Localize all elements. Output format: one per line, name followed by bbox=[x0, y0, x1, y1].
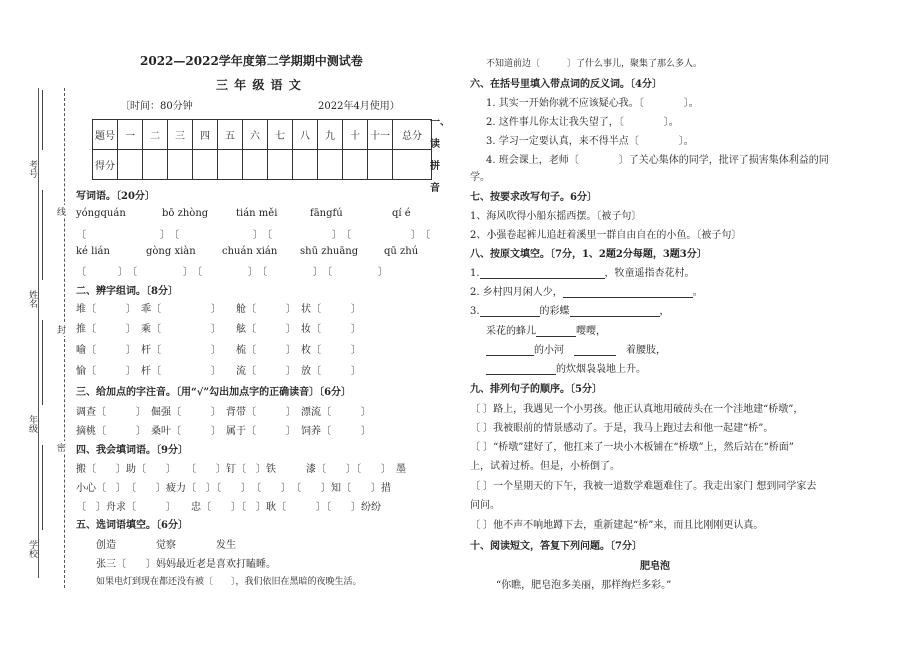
word-choice: 发生 bbox=[216, 540, 236, 551]
pinyin: ké lián bbox=[76, 246, 110, 257]
s5-sentence bbox=[96, 574, 362, 587]
s9-sentence: 〔 〕路上，我遇见一个小男孩。他正认真地用破砖头在一个洼地建“桥墩”， bbox=[470, 404, 804, 415]
char: 舷 bbox=[236, 324, 246, 335]
score-cell[interactable] bbox=[368, 150, 393, 180]
s3-row: 摘桃〔 〕 桑叶〔 〕 属于〔 〕 饲养〔 〕 bbox=[76, 426, 371, 437]
text: 的彩蝶 bbox=[539, 306, 570, 317]
binding-dashed-line bbox=[64, 88, 65, 588]
text: 〕了什么事儿，聚集了那么多人。 bbox=[567, 59, 703, 69]
blank[interactable] bbox=[486, 344, 534, 356]
text: 1. 其实一开始你就不应该疑心我。〔 bbox=[486, 98, 644, 109]
char: 妆 bbox=[301, 324, 311, 335]
char: 知 bbox=[331, 483, 341, 494]
word-choice: 创造 bbox=[96, 540, 116, 551]
text: 3. 学习一定要认真，来不得半点〔 bbox=[486, 136, 639, 147]
score-cell[interactable] bbox=[118, 150, 143, 180]
char: 流 bbox=[236, 366, 246, 377]
word: 背带 bbox=[226, 407, 246, 418]
text: ，牧童遥指杏花村。 bbox=[604, 268, 695, 279]
char: 状 bbox=[301, 304, 311, 315]
s8-q2 bbox=[470, 283, 703, 298]
col-7: 七 bbox=[268, 120, 293, 150]
col-4: 四 bbox=[193, 120, 218, 150]
pinyin: shū zhuāng bbox=[300, 246, 359, 257]
word: 属于 bbox=[226, 426, 246, 437]
grade-label: 年级 bbox=[27, 415, 37, 433]
col-9: 九 bbox=[318, 120, 343, 150]
s3-row: 调查〔 〕 倔强〔 〕 背带〔 〕 漂流〔 〕 bbox=[76, 407, 371, 418]
text: 3. bbox=[470, 306, 480, 317]
s6-q4-cont: 学。 bbox=[470, 172, 490, 183]
char: 枚 bbox=[301, 345, 311, 356]
section-5-title: 五、选词语填空。〔6分〕 bbox=[76, 520, 188, 531]
section-4-title: 四、我会填词语。〔9分〕 bbox=[76, 445, 188, 456]
s9-sentence: 〔 〕“桥墩”建好了，他扛来了一块小木板铺在“桥墩”上，然后站在“桥面” bbox=[470, 442, 794, 453]
score-cell[interactable] bbox=[268, 150, 293, 180]
char: 喻 bbox=[76, 345, 86, 356]
text: ， bbox=[659, 306, 670, 317]
text: 〕，我们依旧在黑暗的夜晚生活。 bbox=[231, 577, 362, 587]
char: 推 bbox=[76, 324, 86, 335]
s9-sentence: 〔 〕一个星期天的下午，我被一道数学难题难住了。我走出家门 想到同学家去 bbox=[470, 481, 817, 492]
char: 堆 bbox=[76, 304, 86, 315]
vert-char: 一、 bbox=[430, 117, 450, 128]
char: 乘 bbox=[141, 324, 151, 335]
pinyin: qí é bbox=[392, 208, 411, 219]
blank[interactable] bbox=[480, 305, 540, 317]
score-cell[interactable] bbox=[318, 150, 343, 180]
s6-q4 bbox=[486, 151, 829, 166]
pinyin: yóngquán bbox=[76, 208, 126, 219]
score-cell[interactable] bbox=[168, 150, 193, 180]
char: 愉 bbox=[76, 366, 86, 377]
char: 舱 bbox=[236, 304, 246, 315]
s2-row: 喻〔 〕 杆〔 〕 梳〔 〕 枚〔 〕 bbox=[76, 345, 361, 356]
score-cell[interactable] bbox=[393, 150, 432, 180]
text: 〕。 bbox=[678, 136, 694, 147]
s9-sentence-cont: 问问。 bbox=[470, 500, 500, 511]
text: 的小河 bbox=[534, 345, 564, 356]
school-rule bbox=[42, 445, 43, 530]
name-rule bbox=[42, 190, 43, 280]
answer-brackets-row[interactable]: 〔 〕〔 〕〔 〕〔 〕〔 〕 bbox=[76, 267, 392, 278]
s4-row: 小心〔 〕 〔 〕疲力〔 〕〔 〕 〔 〕 〔 〕知〔 〕措 bbox=[76, 483, 391, 494]
s7-q1: 1、海风吹得小船东摇西摆。〔被子句〕 bbox=[470, 211, 642, 222]
pinyin: fāngfú bbox=[310, 208, 343, 219]
char: 疲力 bbox=[166, 483, 186, 494]
col-1: 一 bbox=[118, 120, 143, 150]
section-write-words-title: 写词语。〔20分〕 bbox=[76, 191, 155, 202]
section1-vertical-title bbox=[430, 112, 450, 200]
s9-sentence: 〔 〕我被眼前的情景感动了。于是，我马上跑过去和他一起建“桥”。 bbox=[470, 423, 774, 434]
school-label: 学校 bbox=[27, 540, 37, 558]
score-cell[interactable] bbox=[143, 150, 168, 180]
name-label: 姓名 bbox=[27, 290, 37, 308]
char: 杆 bbox=[141, 366, 151, 377]
char: 放 bbox=[301, 366, 311, 377]
s8-q6 bbox=[486, 360, 646, 375]
word: 倔强 bbox=[151, 407, 171, 418]
pinyin: chuán xián bbox=[222, 246, 278, 257]
text: 〕妈妈最近老是喜欢打瞌睡。 bbox=[146, 559, 276, 570]
section-9-title: 九、排列句子的顺序。〔5分〕 bbox=[470, 384, 602, 395]
s7-q2: 2、小强卷起裤儿追赶着溪里一群自由自在的小鱼。〔被子句〕 bbox=[470, 230, 742, 241]
text: 采花的蜂儿 bbox=[486, 326, 536, 337]
exam-time: 〔时间：80分钟 bbox=[120, 101, 193, 112]
s2-row: 堆〔 〕 乖〔 〕 舱〔 〕 状〔 〕 bbox=[76, 304, 361, 315]
word: 桑叶 bbox=[151, 426, 171, 437]
col-3: 三 bbox=[168, 120, 193, 150]
s2-row: 愉〔 〕 杆〔 〕 流〔 〕 放〔 〕 bbox=[76, 366, 361, 377]
text: 张三〔 bbox=[96, 559, 126, 570]
text: 不知道前边〔 bbox=[486, 59, 541, 69]
vert-char: 音 bbox=[430, 183, 440, 194]
text: 4. 班会课上，老师〔 bbox=[486, 155, 579, 166]
score-cell[interactable] bbox=[293, 150, 318, 180]
s8-q5 bbox=[486, 341, 666, 356]
cut-mark-mi: 密 bbox=[57, 441, 66, 454]
col-8: 八 bbox=[293, 120, 318, 150]
text: 嘤嘤， bbox=[576, 326, 606, 337]
char: 耿 bbox=[266, 502, 276, 513]
col-11: 十一 bbox=[368, 120, 393, 150]
pinyin: gòng xiàn bbox=[146, 246, 196, 257]
s6-q1 bbox=[486, 94, 699, 109]
char: 搬 bbox=[76, 464, 86, 475]
blank[interactable] bbox=[574, 344, 616, 356]
section-7-title: 七、按要求改写句子。6分〕 bbox=[470, 192, 597, 203]
text: 〕。 bbox=[683, 98, 699, 109]
exam-number-rule bbox=[42, 90, 43, 150]
char: 忠 bbox=[191, 502, 201, 513]
char: 小心 bbox=[76, 483, 96, 494]
text: 如果电灯到现在都还没有被〔 bbox=[96, 577, 214, 587]
blank[interactable] bbox=[563, 286, 693, 298]
pinyin: qū zhú bbox=[384, 246, 419, 257]
char: 措 bbox=[381, 483, 391, 494]
text: 着腰肢， bbox=[626, 345, 666, 356]
section-8-title: 八、按原文填空。〔7分，1、2题2分每题，3题3分〕 bbox=[470, 249, 707, 260]
story-title: 肥皂泡 bbox=[640, 561, 670, 572]
char: 梳 bbox=[236, 345, 246, 356]
char: 杆 bbox=[141, 345, 151, 356]
col-5: 五 bbox=[218, 120, 243, 150]
score-cell[interactable] bbox=[343, 150, 368, 180]
s5-sentence bbox=[96, 555, 276, 570]
char: 铁 bbox=[266, 464, 276, 475]
text: 2. 这件事儿你太让我失望了，〔 bbox=[486, 117, 624, 128]
char: 墨 bbox=[396, 464, 406, 475]
text: 的炊烟袅袅地上升。 bbox=[556, 364, 646, 375]
word: 漂流 bbox=[301, 407, 321, 418]
char: 助 bbox=[126, 464, 136, 475]
word-choice: 觉察 bbox=[156, 540, 176, 551]
word: 调查 bbox=[76, 407, 96, 418]
s9-sentence: 〔 〕他不声不响地蹲下去，重新建起“桥”来，而且比刚刚更认真。 bbox=[470, 520, 764, 531]
exam-subtitle: 三 年 级 语 文 bbox=[216, 78, 302, 92]
s9-sentence-cont: 上，试着过桥。但是，小桥倒了。 bbox=[470, 461, 620, 472]
s4-row: 搬〔 〕助〔 〕 〔 〕钉〔 〕铁 漆〔 〕〔 〕 墨 bbox=[76, 464, 406, 475]
score-cell[interactable] bbox=[193, 150, 218, 180]
col-2: 二 bbox=[143, 120, 168, 150]
s8-q3 bbox=[470, 302, 670, 317]
score-row-label: 得分 bbox=[93, 150, 118, 180]
score-cell[interactable] bbox=[243, 150, 268, 180]
exam-number-label: 考号 bbox=[27, 160, 37, 178]
blank[interactable] bbox=[536, 325, 576, 337]
exam-title: 2022—2022学年度第二学期期中测试卷 bbox=[140, 54, 363, 68]
s6-q3 bbox=[486, 132, 694, 147]
pinyin: bō zhòng bbox=[162, 208, 209, 219]
r-top-line bbox=[486, 56, 702, 69]
s8-q4 bbox=[486, 322, 606, 337]
cut-mark-feng: 封 bbox=[57, 323, 66, 336]
word: 摘桃 bbox=[76, 426, 96, 437]
blank[interactable] bbox=[570, 305, 660, 317]
col-total: 总分 bbox=[393, 120, 432, 150]
blank[interactable] bbox=[480, 267, 605, 279]
s2-row: 推〔 〕 乘〔 〕 舷〔 〕 妆〔 〕 bbox=[76, 324, 361, 335]
blank[interactable] bbox=[486, 363, 556, 375]
char: 乖 bbox=[141, 304, 151, 315]
exam-date: 2022年4月使用） bbox=[318, 101, 400, 112]
text: 〕。 bbox=[663, 117, 679, 128]
s4-row: 〔 〕舟求〔 〕 忠〔 〕〔 〕耿〔 〕〔 〕纷纷 bbox=[76, 502, 381, 513]
score-table bbox=[92, 119, 432, 180]
text: 1. bbox=[470, 268, 480, 279]
col-10: 十 bbox=[343, 120, 368, 150]
char: 舟求 bbox=[106, 502, 126, 513]
score-cell[interactable] bbox=[218, 150, 243, 180]
char: 漆 bbox=[306, 464, 316, 475]
word: 饲养 bbox=[301, 426, 321, 437]
pinyin: tián měi bbox=[236, 208, 278, 219]
section-3-title: 三、给加点的字注音。〔用“√”勾出加点字的正确读音〕〔6分〕 bbox=[76, 387, 352, 398]
text: 2. 乡村四月闲人少， bbox=[470, 287, 563, 298]
vert-char: 拼 bbox=[430, 161, 440, 172]
s8-q1 bbox=[470, 264, 695, 279]
s6-q2 bbox=[486, 113, 679, 128]
grade-rule bbox=[42, 320, 43, 405]
answer-brackets-row[interactable]: 〔 〕〔 〕〔 〕〔 〕〔 〕 bbox=[76, 230, 504, 241]
section-10-title: 十、阅读短文，答复下列问题。〔7分〕 bbox=[470, 541, 642, 552]
char: 钉 bbox=[226, 464, 236, 475]
text: 。 bbox=[692, 287, 703, 298]
story-first-line: “你瞧，肥皂泡多美丽，那样绚烂多彩。” bbox=[496, 580, 672, 591]
cut-mark-xian: 线 bbox=[57, 205, 66, 218]
col-6: 六 bbox=[243, 120, 268, 150]
text: 〕了关心集体的同学，批评了损害集体利益的同 bbox=[618, 155, 829, 166]
score-header-label: 题号 bbox=[93, 120, 118, 150]
section-6-title: 六、在括号里填入带点词的反义词。〔4分〕 bbox=[470, 79, 662, 90]
vert-char: 读 bbox=[430, 139, 440, 150]
section-2-title: 二、辨字组词。〔8分〕 bbox=[76, 286, 178, 297]
char: 纷纷 bbox=[361, 502, 381, 513]
